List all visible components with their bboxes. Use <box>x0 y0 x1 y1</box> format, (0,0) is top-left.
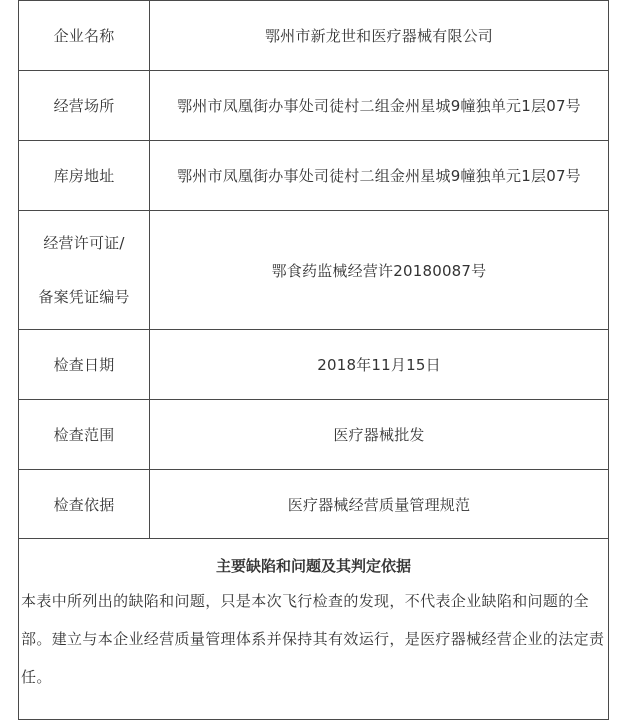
row-value: 医疗器械批发 <box>333 426 425 444</box>
table-row-warehouse-address <box>19 141 609 211</box>
section-title: 主要缺陷和问题及其判定依据 <box>215 557 411 575</box>
row-label-line1: 经营许可证/ <box>43 234 125 252</box>
value-cell <box>150 211 609 330</box>
defects-section-cell <box>19 539 609 720</box>
label-cell <box>19 141 150 211</box>
label-cell <box>19 1 150 71</box>
table-row-defects-section <box>19 539 609 720</box>
label-cell <box>19 330 150 400</box>
row-value: 鄂州市新龙世和医疗器械有限公司 <box>264 27 493 45</box>
row-label: 企业名称 <box>53 27 115 45</box>
label-cell <box>19 71 150 141</box>
table-row-inspection-date <box>19 330 609 400</box>
value-cell <box>150 330 609 400</box>
row-label: 检查范围 <box>53 426 115 444</box>
value-cell <box>150 1 609 71</box>
label-cell <box>19 211 150 330</box>
row-label: 库房地址 <box>53 167 115 185</box>
row-value: 鄂州市凤凰街办事处司徒村二组金州星城9幢独单元1层07号 <box>177 97 581 115</box>
table-row-inspection-basis <box>19 470 609 539</box>
row-label-line2: 备案凭证编号 <box>38 288 130 306</box>
row-label: 检查依据 <box>53 495 115 514</box>
value-cell <box>150 400 609 470</box>
inspection-info-table <box>18 0 609 720</box>
row-value: 2018年11月15日 <box>317 356 441 374</box>
row-value: 鄂食药监械经营许20180087号 <box>271 261 487 280</box>
section-body: 本表中所列出的缺陷和问题，只是本次飞行检查的发现，不代表企业缺陷和问题的全部。建立与本企业经营质量管理体系并保持其有效运行，是医疗器械经营企业的法定责任。 <box>21 592 605 686</box>
value-cell <box>150 141 609 211</box>
row-label: 检查日期 <box>53 356 115 374</box>
table-row-company-name <box>19 1 609 71</box>
table-row-business-premises <box>19 71 609 141</box>
table-row-inspection-scope <box>19 400 609 470</box>
row-value: 医疗器械经营质量管理规范 <box>287 495 471 514</box>
table-row-license-number <box>19 211 609 330</box>
label-cell <box>19 470 150 539</box>
row-label: 经营场所 <box>53 97 115 115</box>
row-value: 鄂州市凤凰街办事处司徒村二组金州星城9幢独单元1层07号 <box>177 167 581 185</box>
value-cell <box>150 71 609 141</box>
label-cell <box>19 400 150 470</box>
value-cell <box>150 470 609 539</box>
